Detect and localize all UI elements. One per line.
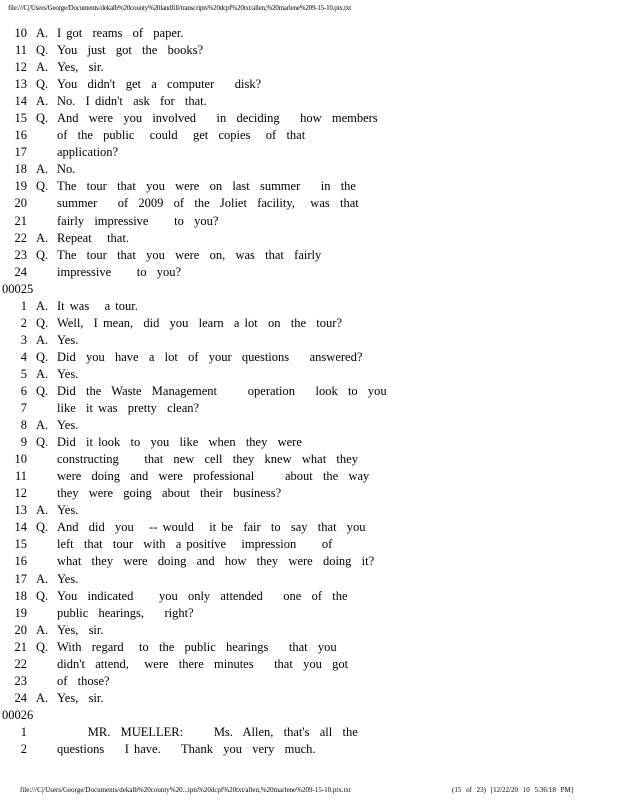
transcript-line [10,571,610,588]
line-text: Yes. [57,332,79,347]
speaker-label: A. [36,332,49,347]
line-text: were doing and were professional about the way [57,469,370,484]
speaker-label: Q. [36,435,49,450]
transcript-line [10,690,610,707]
speaker-label: Q. [36,349,49,364]
line-text: impressive to you? [57,264,182,279]
transcript-line [10,656,610,673]
transcript-line [10,349,610,366]
speaker-label: Q. [36,43,49,58]
line-text: of the public could get copies of that [57,128,306,143]
line-number: 13 [14,503,27,518]
line-number: 19 [14,179,27,194]
transcript-line [10,230,610,247]
transcript-line [10,110,610,127]
line-number: 3 [20,332,27,347]
transcript-line [10,741,610,758]
line-number: 1 [20,724,27,739]
line-number: 4 [20,349,27,364]
line-text: Yes, sir. [57,690,104,705]
transcript-line [10,59,610,76]
transcript-line [10,213,610,230]
line-text: MR. MUELLER: Ms. Allen, that's all the [57,724,358,739]
line-number: 13 [14,77,27,92]
line-text: And were you involved in deciding how members [57,111,378,126]
transcript-line [10,451,610,468]
transcript-line [10,639,610,656]
line-number: 10 [14,26,27,40]
line-text: Yes. [57,503,79,518]
line-number: 12 [14,486,27,501]
page-marker: 00025 [2,281,34,296]
line-text: public hearings, right? [57,605,194,620]
speaker-label: Q. [36,247,49,262]
line-text: summer of 2009 of the Joliet facility, was that [57,196,359,211]
line-number: 23 [14,247,27,262]
line-text: You didn't get a computer disk? [57,77,262,92]
transcript-line [10,76,610,93]
line-text: constructing that new cell they knew what they [57,452,358,467]
line-number: 15 [14,111,27,126]
line-number: 2 [20,315,27,330]
line-number: 21 [14,639,27,654]
transcript-line [10,519,610,536]
line-text: fairly impressive to you? [57,213,219,228]
line-text: Yes. [57,366,79,381]
transcript-line [10,400,610,417]
transcript-line [10,195,610,212]
line-text: Did it look to you like when they were [57,435,302,450]
line-number: 17 [14,571,27,586]
transcript-line [10,724,610,741]
transcript-line [10,366,610,383]
transcript-line [10,178,610,195]
line-number: 5 [20,366,27,381]
speaker-label: A. [36,366,49,381]
line-number: 24 [14,690,27,705]
transcript-line [10,42,610,59]
line-number: 10 [14,452,27,467]
transcript-body [2,25,610,758]
line-text: The tour that you were on, was that fairly [57,247,322,262]
line-number: 22 [14,230,27,245]
line-number: 9 [20,435,27,450]
file-path-header: file:///C|/Users/George/Documents/dekalb%20county%20landfill/transcripts%20dcpf%20txt/allen,%20marlene%209-15-10.ptx.txt [8,4,351,12]
transcript-line [10,315,610,332]
speaker-label: Q. [36,588,49,603]
transcript-line [10,264,610,281]
line-text: questions I have. Thank you very much. [57,741,316,756]
transcript-line [10,485,610,502]
line-text: didn't attend, were there minutes that you got [57,656,349,671]
line-text: With regard to the public hearings that you [57,639,337,654]
transcript-line [10,588,610,605]
line-text: You just got the books? [57,43,203,58]
speaker-label: A. [36,230,49,245]
speaker-label: A. [36,60,49,75]
transcript-line [10,502,610,519]
line-text: like it was pretty clean? [57,401,200,416]
line-text: I got reams of paper. [57,26,184,40]
line-text: Did you have a lot of your questions answered? [57,349,363,364]
transcript-line [10,161,610,178]
line-text: Yes, sir. [57,60,104,75]
line-text: No. I didn't ask for that. [57,94,207,109]
line-number: 21 [14,213,27,228]
line-text: It was a tour. [57,298,138,313]
page-marker: 00026 [2,707,34,722]
line-number: 18 [14,162,27,177]
transcript-line [10,536,610,553]
line-text: Did the Waste Management operation look to you [57,383,387,398]
speaker-label: Q. [36,315,49,330]
line-number: 6 [20,383,27,398]
line-text: what they were doing and how they were doing it? [57,554,375,569]
transcript-line [10,417,610,434]
speaker-label: A. [36,418,49,433]
line-number: 2 [20,741,27,756]
line-number: 14 [14,520,27,535]
line-number: 12 [14,60,27,75]
speaker-label: A. [36,26,49,40]
transcript-line [10,25,610,42]
line-number: 14 [14,94,27,109]
transcript-line [10,468,610,485]
transcript-line [10,553,610,570]
line-text: left that tour with a positive impression of [57,537,333,552]
transcript-line [10,144,610,161]
page-info-footer: (15 of 23) [12/22/20 10 5:36:18 PM] [452,786,574,794]
line-text: they were going about their business? [57,486,282,501]
speaker-label: Q. [36,639,49,654]
line-text: The tour that you were on last summer in the [57,179,356,194]
line-text: Well, I mean, did you learn a lot on the tour? [57,315,342,330]
transcript-line [10,298,610,315]
line-number: 17 [14,145,27,160]
line-number: 1 [20,298,27,313]
transcript-line [10,93,610,110]
line-text: Yes, sir. [57,622,104,637]
line-number: 19 [14,605,27,620]
line-number: 20 [14,622,27,637]
line-number: 15 [14,537,27,552]
transcript-line [10,332,610,349]
line-text: You indicated you only attended one of the [57,588,348,603]
transcript-line [10,605,610,622]
line-number: 16 [14,554,27,569]
transcript-line [10,673,610,690]
line-text: And did you -- would it be fair to say that you [57,520,366,535]
speaker-label: Q. [36,383,49,398]
file-path-footer: file:///C|/Users/George/Documents/dekalb%20county%20...ipts%20dcpf%20txt/allen,%20marlene%209-15-10.ptx.txt [20,786,351,794]
speaker-label: A. [36,503,49,518]
line-text: Yes. [57,571,79,586]
transcript-line [10,247,610,264]
speaker-label: A. [36,162,49,177]
line-number: 11 [14,469,27,484]
line-number: 22 [14,656,27,671]
speaker-label: Q. [36,179,49,194]
speaker-label: Q. [36,77,49,92]
line-text: Yes. [57,418,79,433]
transcript-line [10,434,610,451]
speaker-label: Q. [36,520,49,535]
line-number: 24 [14,264,27,279]
line-text: of those? [57,673,110,688]
line-number: 8 [20,418,27,433]
speaker-label: A. [36,622,49,637]
line-text: No. [57,162,76,177]
speaker-label: A. [36,690,49,705]
line-text: application? [57,145,119,160]
line-number: 18 [14,588,27,603]
line-text: Repeat that. [57,230,129,245]
transcript-line [10,622,610,639]
line-number: 16 [14,128,27,143]
line-number: 23 [14,673,27,688]
speaker-label: A. [36,94,49,109]
speaker-label: A. [36,571,49,586]
speaker-label: Q. [36,111,49,126]
transcript-line [10,383,610,400]
line-number: 11 [14,43,27,58]
line-number: 20 [14,196,27,211]
speaker-label: A. [36,298,49,313]
transcript-line [10,127,610,144]
line-number: 7 [20,401,27,416]
